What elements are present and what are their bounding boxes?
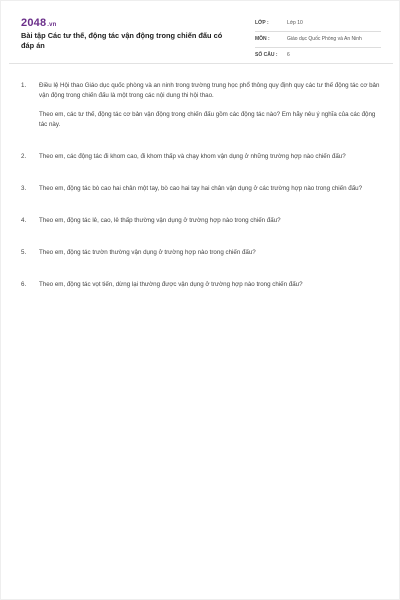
question-text: Điều lệ Hội thao Giáo dục quốc phòng và an ninh trong trường trung học phổ thông quy định quy các tư thế động tác cơ bản vận động trong chiến đấu là một trong các nội dung thi hội thao. (39, 82, 380, 99)
question-number: 5. (21, 249, 27, 256)
worksheet-title: Bài tập Các tư thế, động tác vận động trong chiến đấu có đáp án (21, 31, 223, 50)
meta-label-subject: MÔN : (255, 36, 270, 42)
header-divider (9, 63, 393, 64)
question-number: 1. (21, 82, 27, 89)
worksheet-meta (255, 17, 381, 65)
question-text: Theo em, các động tác đi khom cao, đi khom thấp và chạy khom vận dụng ở những trường hợp nào chiến đấu? (39, 153, 346, 160)
meta-value-subject: Giáo dục Quốc Phòng và An Ninh (287, 36, 362, 42)
logo-suffix: .vn (47, 22, 57, 28)
question-list (21, 81, 381, 290)
question-item (21, 280, 381, 290)
question-number: 4. (21, 217, 27, 224)
question-number: 6. (21, 281, 27, 288)
question-text-followup: Theo em, các tư thế, động tác cơ bản vận động trong chiến đấu gồm các động tác nào? Em hãy nêu ý nghĩa của các động tác này. (39, 111, 376, 128)
logo-main: 2048 (21, 17, 47, 29)
question-item (21, 216, 381, 226)
meta-label-question-count: SỐ CÂU : (255, 52, 278, 58)
question-text: Theo em, động tác bò cao hai chân một tay, bò cao hai tay hai chân vận dụng ở các trường hợp nào trong chiến đấu? (39, 185, 363, 192)
question-item (21, 152, 381, 162)
meta-value-grade: Lớp 10 (287, 20, 303, 26)
meta-row-subject (255, 33, 381, 48)
question-item (21, 81, 381, 130)
question-item (21, 248, 381, 258)
question-text: Theo em, động tác vọt tiến, dừng lại thường được vận dụng ở trường hợp nào trong chiến đấu? (39, 281, 303, 288)
site-logo[interactable] (21, 17, 57, 29)
question-number: 2. (21, 153, 27, 160)
meta-label-grade: LỚP : (255, 20, 269, 26)
question-text: Theo em, động tác lê, cao, lê thấp thường vận dụng ở trường hợp nào trong chiến đấu? (39, 217, 281, 224)
meta-value-question-count: 6 (287, 52, 290, 58)
question-number: 3. (21, 185, 27, 192)
meta-row-grade (255, 17, 381, 32)
question-item (21, 184, 381, 194)
worksheet-header (21, 17, 381, 61)
meta-row-question-count (255, 49, 381, 64)
question-text: Theo em, động tác trườn thường vận dụng ở trường hợp nào trong chiến đấu? (39, 249, 256, 256)
